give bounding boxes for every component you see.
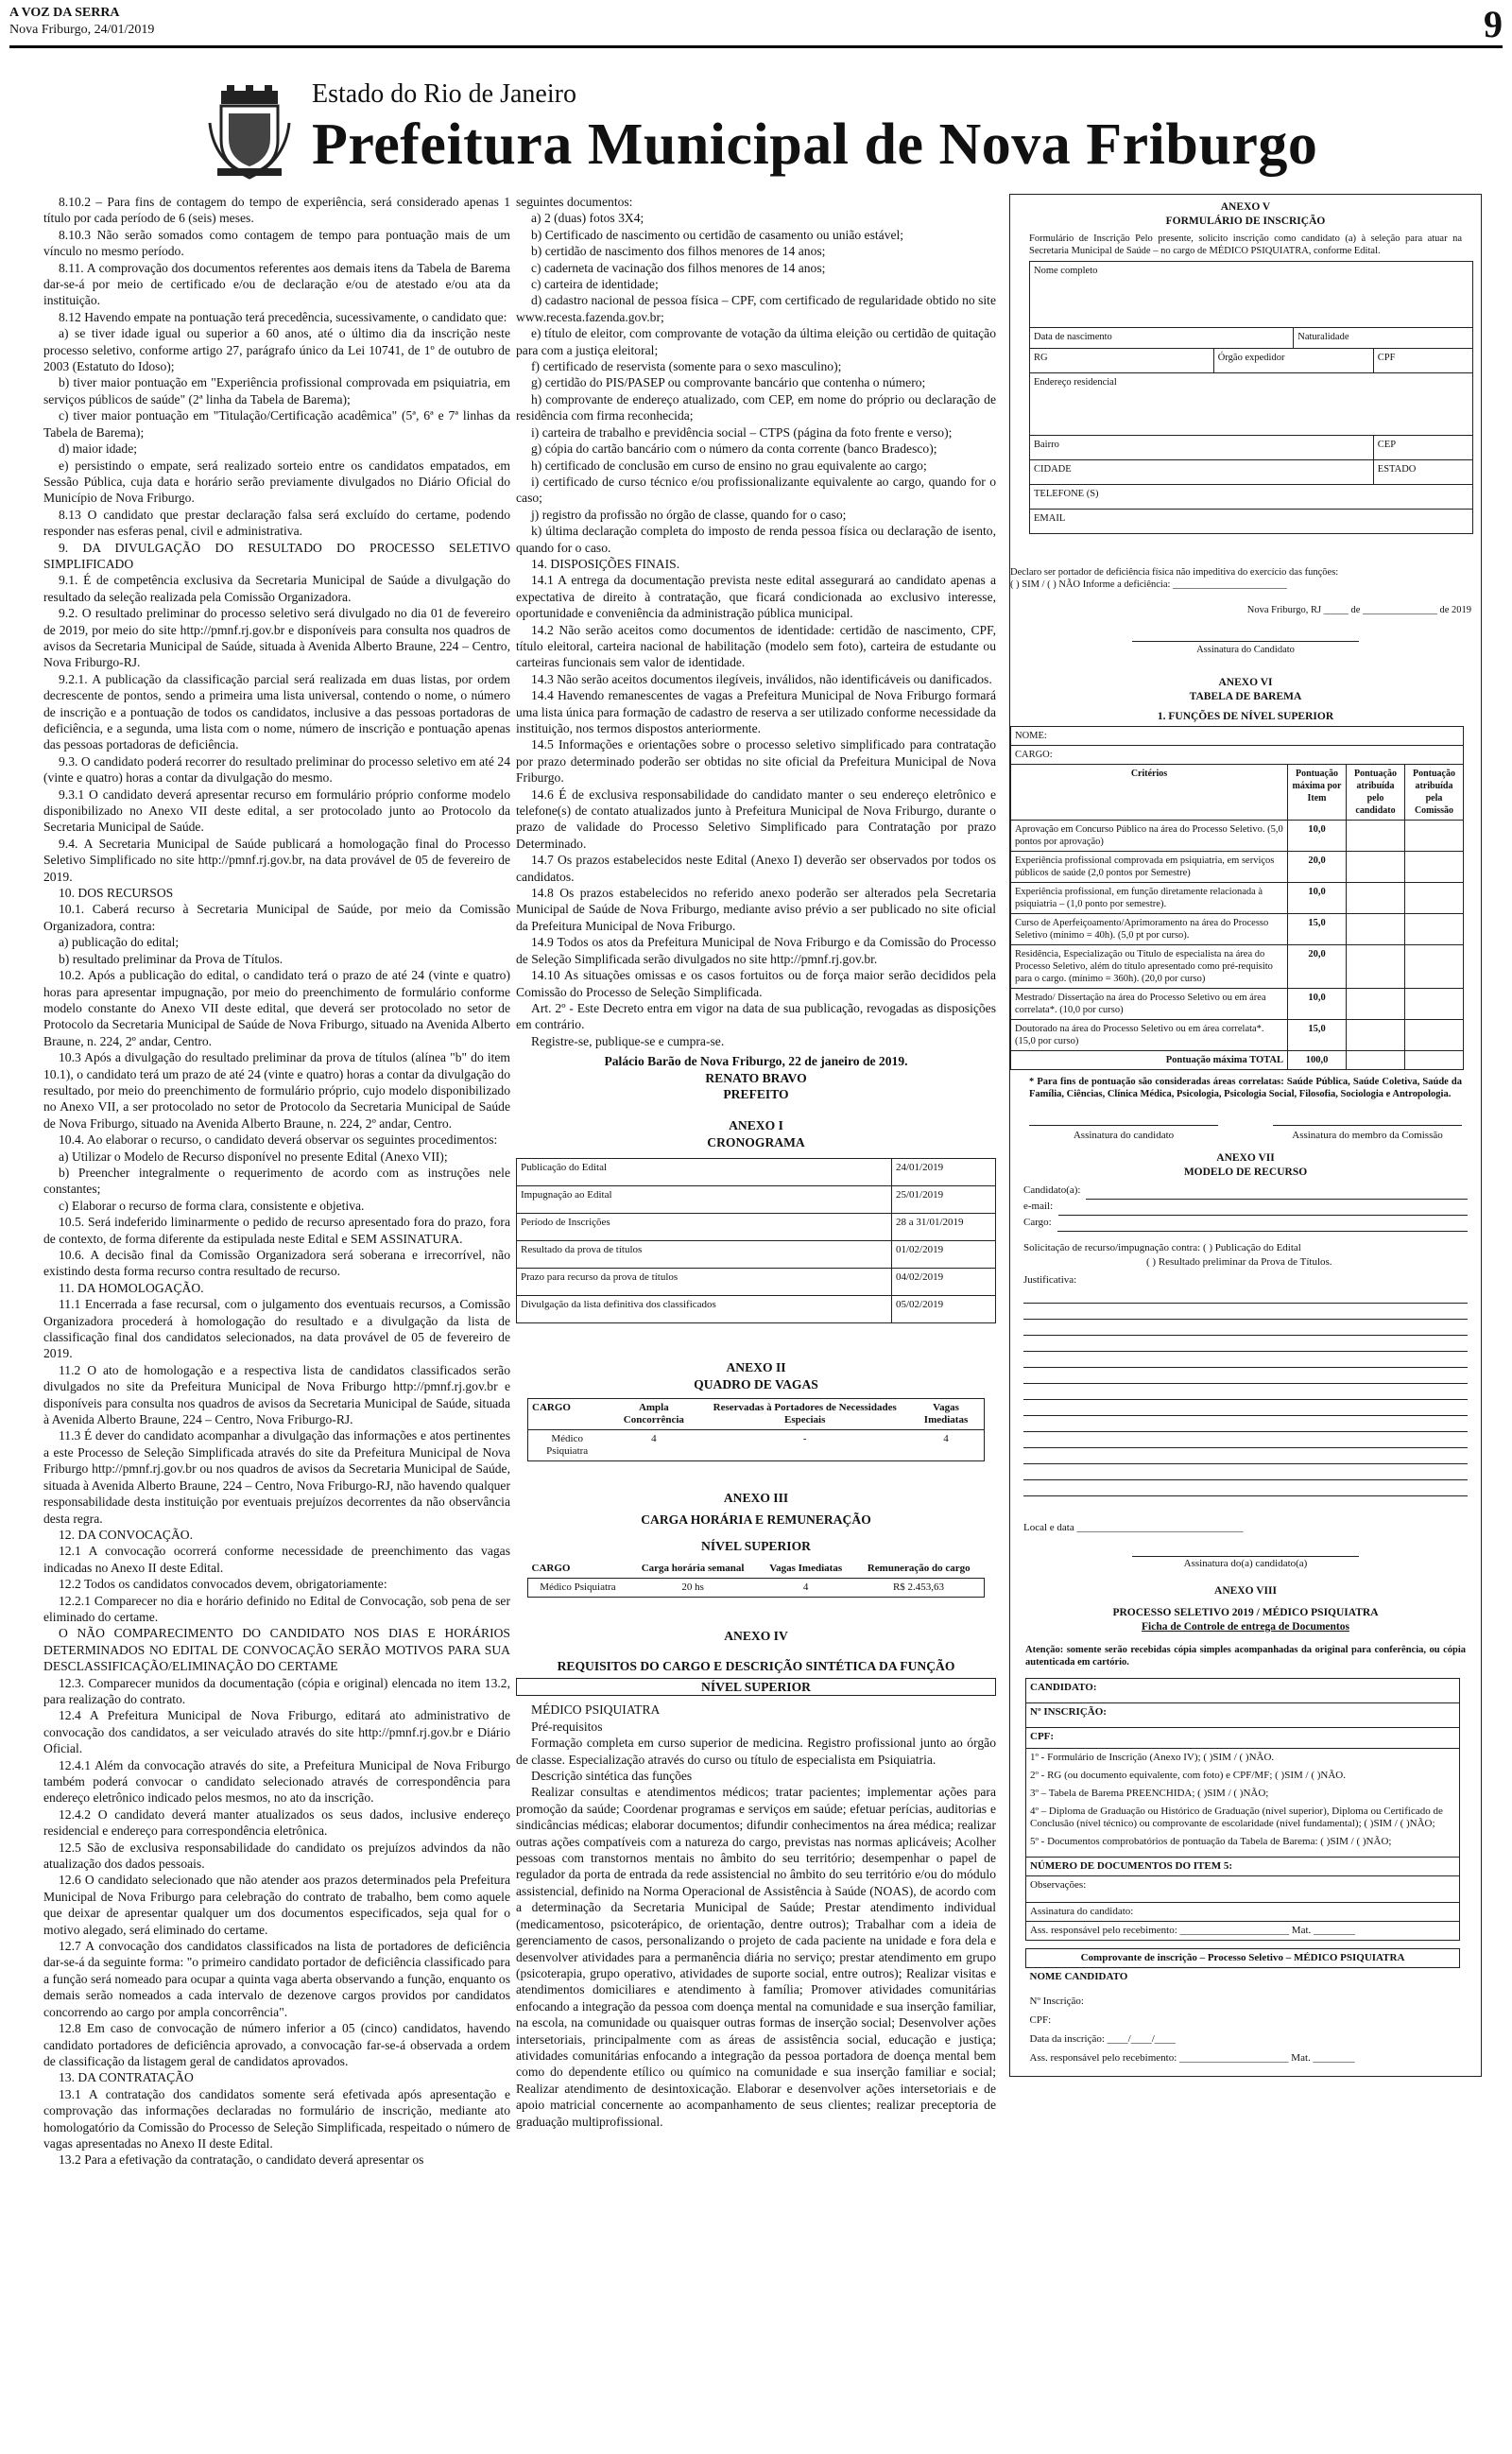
paragraph: 12.4.1 Além da convocação através do site, a Prefeitura Municipal de Nova Friburgo também poderá convocar o candidato selecionado através de correspondência para endereço eletrônico indicado pelos mesmos, no ato da inscrição. <box>43 1757 510 1806</box>
cronograma-row <box>517 1159 996 1186</box>
comprovante-title: Comprovante de inscrição – Processo Seletivo – MÉDICO PSIQUIATRA <box>1026 1949 1460 1968</box>
comprovante-cpf[interactable]: CPF: <box>1029 2013 1052 2026</box>
anexo3-subtitle: CARGA HORÁRIA E REMUNERAÇÃO <box>641 1512 871 1528</box>
field-telefone[interactable]: TELEFONE (S) <box>1030 485 1473 510</box>
field-bairro[interactable]: Bairro <box>1030 436 1374 460</box>
paragraph: e) persistindo o empate, será realizado sorteio entre os candidatos empatados, em Sessão Pública, cuja data e horário serão previamente divulgados no Diário Oficial do Município de Nova Friburgo. <box>43 458 510 506</box>
barema-criterio: Experiência profissional, em função diretamente relacionada à psiquiatria – (1,0 ponto por semestre). <box>1011 882 1288 913</box>
paragraph: 9.3.1 O candidato deverá apresentar recurso em formulário próprio conforme modelo disponibilizado no Anexo VII deste edital, a ser protocolado junto ao Protocolo da Secretaria Municipal de Saúde. <box>43 786 510 835</box>
carga-cell: Médico Psiquiatra <box>540 1581 616 1594</box>
ficha-item[interactable]: 1º - Formulário de Inscrição (Anexo IV); ( )SIM / ( )NÃO. <box>1030 1752 1275 1764</box>
paragraph: 9.4. A Secretaria Municipal de Saúde publicará a homologação final do Processo Seletivo Simplificado no site http://pmnf.rj.gov.br, na data provável de 05 de fevereiro de 2019. <box>43 836 510 884</box>
anexo4-prereq: Formação completa em curso superior de medicina. Registro profissional junto ao órgão de classe. Especialização através do curso ou título de especialista em Psiquiatria. <box>516 1736 996 1767</box>
anexo5-intro: Formulário de Inscrição Pelo presente, solicito inscrição como candidato (a) à seleção para atuar na Secretaria Municipal de Saúde – no cargo de MÉDICO PSIQUIATRA, conforme Edital. <box>1029 233 1462 256</box>
barema-header: Critérios <box>1011 764 1288 820</box>
recurso-candidato: Candidato(a): <box>1023 1184 1081 1197</box>
anexo1-title: ANEXO I <box>729 1118 783 1133</box>
barema-comissao-input[interactable] <box>1405 820 1464 851</box>
paragraph: 14.7 Os prazos estabelecidos neste Edital (Anexo I) deverão ser observados por todos os candidatos. <box>516 853 996 884</box>
paragraph: 13.2 Para a efetivação da contratação, o candidato deverá apresentar os <box>59 2152 424 2168</box>
recurso-form <box>1010 1180 1481 1575</box>
comprovante-nome[interactable]: NOME CANDIDATO <box>1029 1971 1128 1983</box>
paragraph: 11.2 O ato de homologação e a respectiva lista de candidatos classificados serão divulgados no site da Prefeitura Municipal de Nova Friburgo http://pmnf.rj.gov.br e disponíveis para consulta nos quadros de avisos da Secretaria Municipal de Saúde, situada à Avenida Alberto Braune, 224 – Centro, Nova Friburgo-RJ. <box>43 1362 510 1427</box>
vagas-header: Reservadas à Portadores de Necessidades Especiais <box>713 1401 897 1426</box>
field-email[interactable]: EMAIL <box>1030 510 1473 534</box>
barema-row <box>1011 913 1464 944</box>
barema-nome[interactable]: NOME: <box>1011 726 1464 745</box>
ficha-item[interactable]: 3º – Tabela de Barema PREENCHIDA; ( )SIM / ( )NÃO; <box>1030 1788 1269 1800</box>
column-2-text <box>516 194 996 1049</box>
comprovante-data[interactable]: Data da inscrição: ____/____/____ <box>1029 2032 1176 2045</box>
anexo8-title: ANEXO VIII <box>1214 1585 1277 1598</box>
cronograma-row <box>517 1269 996 1296</box>
justificativa-line[interactable] <box>1023 1320 1468 1336</box>
barema-total: 100,0 <box>1288 1050 1347 1069</box>
ficha-candidato[interactable]: CANDIDATO: <box>1026 1679 1460 1703</box>
paragraph: 12.3. Comparecer munidos da documentação (cópia e original) elencada no item 13.2, para realização do contrato. <box>43 1675 510 1706</box>
vagas-table <box>527 1398 985 1461</box>
cronograma-event: Período de Inscrições <box>517 1214 892 1241</box>
paragraph: 14.2 Não serão aceitos como documentos de identidade: certidão de nascimento, CPF, título eleitoral, carteira nacional de habilitação (modelo sem foto), carteira de estudante ou carteiras funcionais sem valor de identidade. <box>516 622 996 670</box>
justificativa-line[interactable] <box>1023 1352 1468 1368</box>
ficha-item[interactable]: 4º – Diploma de Graduação ou Histórico de Graduação (nível superior), Diploma ou Certificado de Conclusão (nível técnico) ou comprovante de escolaridade (nível fundamental); ( )SIM / ( )NÃO; <box>1030 1806 1443 1830</box>
top-divider <box>9 45 1503 48</box>
barema-comissao-input[interactable] <box>1405 944 1464 988</box>
recurso-email: e-mail: <box>1023 1201 1054 1213</box>
ficha-inscricao[interactable]: Nº INSCRIÇÃO: <box>1026 1703 1460 1728</box>
barema-max: 10,0 <box>1288 988 1347 1019</box>
field-cep[interactable]: CEP <box>1373 436 1472 460</box>
barema-max: 20,0 <box>1288 944 1347 988</box>
paragraph: d) cadastro nacional de pessoa física – CPF, com certificado de regularidade obtido no site www.recesta.fazenda.gov.br; <box>516 293 996 324</box>
masthead <box>9 3 1503 51</box>
barema-header: Pontuação atribuída pela Comissão <box>1405 764 1464 820</box>
field-nome[interactable]: Nome completo <box>1030 262 1473 328</box>
field-nascimento[interactable]: Data de nascimento <box>1030 328 1294 349</box>
carga-header: Vagas Imediatas <box>769 1563 843 1575</box>
paragraph: 8.13 O candidato que prestar declaração falsa será excluído do certame, podendo responder nas esferas penal, civil e administrativa. <box>43 507 510 539</box>
column-3 <box>1009 194 1482 2444</box>
cronograma-row <box>517 1296 996 1323</box>
paragraph: a) 2 (duas) fotos 3X4; <box>531 211 644 226</box>
carga-header: Remuneração do cargo <box>867 1563 971 1575</box>
paragraph: 9.2.1. A publicação da classificação parcial será realizada em duas listas, por ordem decrescente de pontos, sendo a primeira uma lista universal, contendo o nome, o número de inscrição e a pontuação de todos os candidatos, inclusive a das pessoas portadoras de deficiência, e a segunda, uma lista com o nome, número de inscrição e pontuação apenas das pessoas portadoras de deficiência. <box>43 671 510 752</box>
state-name: Estado do Rio de Janeiro <box>312 79 576 109</box>
paragraph: e) título de eleitor, com comprovante de votação da última eleição ou certidão de quitação para com a justiça eleitoral; <box>516 326 996 357</box>
cronograma-event: Prazo para recurso da prova de títulos <box>517 1269 892 1296</box>
cronograma-table <box>516 1158 996 1323</box>
paragraph: 12.6 O candidato selecionado que não atender aos prazos determinados pela Prefeitura Municipal de Nova Friburgo para celebração do contrato de trabalho, bem como aquele que deixar de apresentar qualquer um dos documentos especificados, seja qual for o motivo alegado, será eliminado do certame. <box>43 1873 510 1937</box>
pcd-options[interactable]: ( ) SIM / ( ) NÃO Informe a deficiência: _______________________ <box>1010 579 1287 590</box>
barema-candidato-input[interactable] <box>1347 820 1405 851</box>
paragraph: i) carteira de trabalho e previdência social – CTPS (página da foto frente e verso); <box>531 424 953 440</box>
vagas-cell: 4 <box>651 1432 657 1444</box>
paragraph: h) comprovante de endereço atualizado, com CEP, em nome do próprio ou declaração de residência com firma reconhecida; <box>516 391 996 423</box>
paragraph: 14.9 Todos os atos da Prefeitura Municipal de Nova Friburgo e da Comissão do Processo de Seleção Simplificada serão divulgados no site http://pmnf.rj.gov.br. <box>516 935 996 966</box>
paragraph: c) Elaborar o recurso de forma clara, consistente e objetiva. <box>59 1198 365 1213</box>
field-cidade[interactable]: CIDADE <box>1030 460 1374 485</box>
justificativa-line[interactable] <box>1023 1368 1468 1384</box>
barema-cargo[interactable]: CARGO: <box>1011 745 1464 764</box>
barema-header: Pontuação atribuída pelo candidato <box>1347 764 1405 820</box>
comprovante-insc[interactable]: Nº Inscrição: <box>1029 1995 1084 2007</box>
paragraph: 14.8 Os prazos estabelecidos no referido anexo poderão ser alterados pela Secretaria Municipal de Saúde de Nova Friburgo, mediante aviso prévio a ser publicado no site oficial da Prefeitura Municipal de Nova Friburgo. <box>516 886 996 933</box>
anexo5-assinatura: Assinatura do Candidato <box>1132 641 1359 658</box>
vagas-cell: 4 <box>943 1432 949 1444</box>
paragraph: f) certificado de reservista (somente para o sexo masculino); <box>531 359 842 374</box>
paragraph: 8.10.3 Não serão somados como contagem de tempo para pontuação mais de um vínculo no mesmo período. <box>43 227 510 259</box>
field-endereco[interactable]: Endereço residencial <box>1030 373 1473 436</box>
vagas-cell: - <box>802 1432 807 1444</box>
barema-candidato-input[interactable] <box>1347 913 1405 944</box>
anexo2-title: ANEXO II <box>726 1360 786 1375</box>
carga-header: CARGO <box>531 1563 571 1575</box>
carga-cell: R$ 2.453,63 <box>892 1581 945 1594</box>
paragraph: O NÃO COMPARECIMENTO DO CANDIDATO NOS DIAS E HORÁRIOS DETERMINADOS NO EDITAL DE CONVOCAÇÃO SERÃO MOTIVOS PARA SUA DESCLASSIFICAÇÃO/ELIMINAÇÃO DO CERTAME <box>43 1626 510 1674</box>
newspaper-name: A VOZ DA SERRA <box>9 6 120 20</box>
cronograma-event: Publicação do Edital <box>517 1159 892 1186</box>
barema-table <box>1010 726 1464 1070</box>
paragraph: 14.10 As situações omissas e os casos fortuitos ou de força maior serão decididos pela Comissão do Processo de Seleção Simplificada. <box>516 968 996 999</box>
paragraph: 10. DOS RECURSOS <box>59 886 174 901</box>
anexo4-subtitle: REQUISITOS DO CARGO E DESCRIÇÃO SINTÉTICA DA FUNÇÃO <box>557 1658 955 1673</box>
cronograma-date: 01/02/2019 <box>892 1241 996 1269</box>
paragraph: 12. DA CONVOCAÇÃO. <box>59 1527 193 1542</box>
paragraph: 14.4 Havendo remanescentes de vagas a Prefeitura Municipal de Nova Friburgo formará uma lista única para formação de cadastro de reserva a ser utilizado conforme necessidade da instituição, nos termos dispostos anteriormente. <box>516 688 996 735</box>
cronograma-date: 24/01/2019 <box>892 1159 996 1186</box>
sig-comissao: Assinatura do membro da Comissão <box>1273 1125 1462 1144</box>
barema-row <box>1011 988 1464 1019</box>
paragraph: 10.1. Caberá recurso à Secretaria Municipal de Saúde, por meio da Comissão Organizadora, contra: <box>43 902 510 933</box>
vagas-cell: Médico Psiquiatra <box>546 1432 589 1457</box>
ficha-table <box>1025 1678 1460 1941</box>
document-header <box>217 74 1446 187</box>
recurso-email-input[interactable] <box>1058 1200 1468 1216</box>
paragraph: 8.10.2 – Para fins de contagem do tempo de experiência, será considerado apenas 1 título por cada período de 6 (seis) meses. <box>43 195 510 226</box>
paragraph: 12.4 A Prefeitura Municipal de Nova Friburgo, editará ato administrativo de convocação dos candidatos, a ser veiculado através do site http://pmnf.rj.gov.br e Diário Oficial. <box>43 1708 510 1756</box>
barema-total-label: Pontuação máxima TOTAL <box>1011 1050 1288 1069</box>
barema-criterio: Mestrado/ Dissertação na área do Processo Seletivo ou em área correlata*. (10,0 por curso) <box>1011 988 1288 1019</box>
vagas-header: Ampla Concorrência <box>623 1401 684 1426</box>
anexo4-title: ANEXO IV <box>724 1629 788 1644</box>
barema-max: 10,0 <box>1288 820 1347 851</box>
ficha-num-docs[interactable]: NÚMERO DE DOCUMENTOS DO ITEM 5: <box>1026 1858 1460 1876</box>
cronograma-event: Impugnação ao Edital <box>517 1186 892 1214</box>
cronograma-row <box>517 1186 996 1214</box>
paragraph: Art. 2º - Este Decreto entra em vigor na data de sua publicação, revogadas as disposições em contrário. <box>516 1000 996 1032</box>
cronograma-date: 04/02/2019 <box>892 1269 996 1296</box>
paragraph: 9.1. É de competência exclusiva da Secretaria Municipal de Saúde a divulgação do resultado da seleção realizada pela Comissão Organizadora. <box>43 573 510 604</box>
barema-criterio: Aprovação em Concurso Público na área do Processo Seletivo. (5,0 pontos por aprovação) <box>1011 820 1288 851</box>
cronograma-date: 05/02/2019 <box>892 1296 996 1323</box>
barema-candidato-input[interactable] <box>1347 882 1405 913</box>
paragraph: 12.7 A convocação dos candidatos classificados na lista de portadores de deficiência dar-se-á da seguinte forma: "o primeiro candidato portador de deficiência classificado para a função será nomeado para ocupar a quinta vaga aberta observando a função, enquanto os demais serão nomeados a cada intervalo de dezenove cargos providos por candidatos concorrendo ao cargo por ampla concorrência". <box>43 1939 510 2019</box>
barema-row <box>1011 944 1464 988</box>
paragraph: b) resultado preliminar da Prova de Títulos. <box>59 951 284 966</box>
paragraph: 10.5. Será indeferido liminarmente o pedido de recurso apresentado fora do prazo, fora de contexto, de forma diferente da estipulada neste Edital e SEM ASSINATURA. <box>43 1215 510 1246</box>
inscricao-form <box>1029 261 1473 534</box>
paragraph: 12.2 Todos os candidatos convocados devem, obrigatoriamente: <box>59 1577 387 1592</box>
barema-row <box>1011 851 1464 882</box>
paragraph: 8.11. A comprovação dos documentos referentes aos demais itens da Tabela de Barema dar-se-á por meio de certificado e/ou de declaração e/ou de atestado e/ou ata da instituição. <box>43 260 510 308</box>
barema-comissao-input[interactable] <box>1405 988 1464 1019</box>
paragraph: Registre-se, publique-se e cumpra-se. <box>531 1033 725 1048</box>
paragraph: a) Utilizar o Modelo de Recurso disponível no presente Edital (Anexo VII); <box>59 1149 448 1164</box>
justificativa-line[interactable] <box>1023 1432 1468 1448</box>
anexo3-level: NÍVEL SUPERIOR <box>701 1538 811 1553</box>
anexo2-subtitle: QUADRO DE VAGAS <box>694 1376 818 1391</box>
paragraph: 9. DA DIVULGAÇÃO DO RESULTADO DO PROCESSO SELETIVO SIMPLIFICADO <box>43 540 510 571</box>
signature-title: PREFEITO <box>723 1086 789 1101</box>
recurso-justificativa: Justificativa: <box>1023 1274 1077 1287</box>
paragraph: c) caderneta de vacinação dos filhos menores de 14 anos; <box>531 260 826 275</box>
ficha-assin-cand[interactable]: Assinatura do candidato: <box>1026 1903 1460 1922</box>
paragraph: 12.8 Em caso de convocação de número inferior a 05 (cinco) candidatos, havendo candidato portadores de deficiência aprovado, a convocação far-se-á observada a ordem de classificação da listagem geral de candidatos aprovados. <box>43 2021 510 2068</box>
anexo8-atencao: Atenção: somente serão recebidas cópia simples acompanhadas da original para conferência, ou cópia autenticada em cartório. <box>1025 1645 1466 1668</box>
paragraph: 13.1 A contratação dos candidatos somente será efetivada após apresentação e comprovação das informações declaradas no formulário de inscrição, mediante ato homologatório da Comissão do Processo de Seleção Simplificada, respeitado o número de vagas apresentadas no Anexo II deste Edital. <box>43 2086 510 2151</box>
anexo6-subtitle: TABELA DE BAREMA <box>1189 690 1302 702</box>
barema-criterio: Curso de Aperfeiçoamento/Aprimoramento na área do Processo Seletivo (mínimo = 40h). (5,0 pt por curso). <box>1011 913 1288 944</box>
barema-criterio: Residência, Especialização ou Título de especialista na área do Processo Seletivo, além do título apresentado como pré-requisito para o cargo. (mínimo = 360h). (20,0 por curso) <box>1011 944 1288 988</box>
anexo4-desc: Realizar consultas e atendimentos médicos; tratar pacientes; implementar ações para promoção da saúde; Coordenar programas e serviços em saúde; efetuar perícias, auditorias e sindicâncias médicas; elaborar documentos; difundir conhecimentos na área médica; realizar outras ações compatíveis com a natureza do cargo, previstas nas normas aplicáveis; Acolher pessoas com transtornos mentais no âmbito do seu território; desempenhar o papel de regulador da porta de entrada da rede assistencial no âmbito do seu território e/ou do módulo assistencial, definido na Norma Operacional de Assistência à Saúde (NOAS), de acordo com a determinação da Secretaria Municipal de Saúde; Prestar atendimento individual (medicamentoso, psicoterápico, de orientação, dentre outros); Trabalhar com a ideia de gerenciamento de casos, personalizando o projeto de cada paciente na unidade e fora dela e desenvolver atividades para a permanência diária no serviço; prestar atendimento em grupo (psicoterapia, grupo operativo, atividades de suporte social, entre outros); Realizar visitas e atendimentos domiciliares e atendimento à família; Promover atividades comunitárias enfocando a integração da pessoa com doença mental na comunidade e sua inserção familiar, na escola, na comunidade ou quaisquer outras formas de inserção social; Desenvolver ações intersetoriais, principalmente com as áreas de assistência social, educação e justiça; atividades comunitárias enfocando a integração da pessoa portadora de doença mental bem como do dependente etílico ou químico na comunidade e sua inserção familiar e social; Realizar atendimento de desintoxicação. Elaborar e desenvolver ações intersetoriais e de apoio matricial concernente ao acompanhamento de seus clientes; realizar preceptoria de graduação multiprofissional. <box>516 1785 996 2129</box>
paragraph: a) publicação do edital; <box>59 935 180 950</box>
paragraph: 9.3. O candidato poderá recorrer do resultado preliminar do processo seletivo em até 24 (vinte e quatro) horas a contar da divulgação do mesmo. <box>43 753 510 786</box>
barema-header: Pontuação máxima por Item <box>1288 764 1347 820</box>
field-naturalidade[interactable]: Naturalidade <box>1294 328 1473 349</box>
barema-candidato-input[interactable] <box>1347 944 1405 988</box>
barema-row <box>1011 882 1464 913</box>
paragraph: 14. DISPOSIÇÕES FINAIS. <box>531 556 680 571</box>
barema-row <box>1011 820 1464 851</box>
justificativa-line[interactable] <box>1023 1287 1468 1304</box>
recurso-candidato-row <box>1023 1184 1468 1200</box>
cronograma-date: 28 a 31/01/2019 <box>892 1214 996 1241</box>
paragraph: 13. DA CONTRATAÇÃO <box>59 2070 194 2085</box>
ficha-obs[interactable]: Observações: <box>1026 1876 1460 1903</box>
field-rg[interactable]: RG <box>1030 349 1214 373</box>
recurso-candidato-input[interactable] <box>1086 1184 1468 1200</box>
paragraph: 9.2. O resultado preliminar do processo seletivo será divulgado no dia 01 de fevereiro de 2019, por meio do site http://pmnf.rj.gov.br e disponíveis para consulta nos quadros de avisos da Secretaria Municipal de Saúde, situada à Avenida Alberto Braune, 224 – Centro, Nova Friburgo-RJ. <box>43 606 510 670</box>
field-estado[interactable]: ESTADO <box>1373 460 1472 485</box>
prefeitura-name: Prefeitura Municipal de Nova Friburgo <box>312 112 1318 177</box>
recurso-cargo: Cargo: <box>1023 1217 1052 1229</box>
paragraph: 14.5 Informações e orientações sobre o processo seletivo simplificado para contratação por prazo determinado poderão ser obtidas no site oficial da Prefeitura Municipal de Nova Friburgo. <box>516 737 996 786</box>
paragraph: b) certidão de nascimento dos filhos menores de 14 anos; <box>531 244 826 259</box>
justificativa-line[interactable] <box>1023 1304 1468 1320</box>
cronograma-row <box>517 1241 996 1269</box>
anexo6-title: ANEXO VI <box>1218 676 1273 688</box>
paragraph: b) Certificado de nascimento ou certidão de casamento ou união estável; <box>531 227 904 242</box>
carga-table <box>527 1560 985 1598</box>
barema-criterio: Experiência profissional comprovada em psiquiatria, em serviços públicos de saúde (2,0 pontos por Semestre) <box>1011 851 1288 882</box>
pcd-declaration: Declaro ser portador de deficiência física não impeditiva do exercício das funções: <box>1010 567 1339 578</box>
anexo4-prereq-label: Pré-requisitos <box>531 1719 603 1734</box>
paragraph: g) cópia do cartão bancário com o número da conta corrente (banco Bradesco); <box>531 441 937 457</box>
paragraph: b) Preencher integralmente o requerimento de acordo com as instruções nele constantes; <box>43 1165 510 1197</box>
paragraph: 10.2. Após a publicação do edital, o candidato terá o prazo de até 24 (vinte e quatro) horas para apresentar impugnação, por meio do preenchimento de formulário conforme modelo constante do Anexo VII deste edital, que deverá ser protocolado no setor de Protocolo da Secretaria Municipal de Saúde de Nova Friburgo, situado na Avenida Alberto Braune, n. 224, 2º andar, Centro. <box>43 968 510 1048</box>
vagas-header: CARGO <box>532 1401 571 1413</box>
paragraph: 12.1 A convocação ocorrerá conforme necessidade de preenchimento das vagas indicadas no Anexo II deste Edital. <box>43 1544 510 1575</box>
recurso-email-row <box>1023 1200 1468 1216</box>
barema-max: 15,0 <box>1288 1019 1347 1050</box>
field-cpf[interactable]: CPF <box>1373 349 1472 373</box>
column-1 <box>43 194 510 2444</box>
coat-of-arms-icon <box>208 85 291 180</box>
paragraph: seguintes documentos: <box>516 195 633 209</box>
anexo7-subtitle: MODELO DE RECURSO <box>1183 1167 1308 1179</box>
paragraph: i) certificado de curso técnico e/ou profissionalizante equivalente ao cargo, quando for o caso; <box>516 474 996 506</box>
anexo4-cargo: MÉDICO PSIQUIATRA <box>531 1702 661 1718</box>
ficha-item[interactable]: 5º - Documentos comprobatórios de pontuação da Tabela de Barema: ( )SIM / ( )NÃO; <box>1030 1836 1392 1848</box>
paragraph: 10.3 Após a divulgação do resultado preliminar da prova de títulos (alínea "b" do item 10.1), o candidato terá um prazo de até 24 (vinte e quatro) horas a contar da divulgação do resultado, por meio do preenchimento de formulário próprio, cujo modelo disponibilizado no Anexo VII, a ser protocolado no setor de Protocolo da Secretaria Municipal de Saúde de Nova Friburgo, situado na Avenida Alberto Braune, n. 224, 2º andar, Centro. <box>43 1050 510 1131</box>
justificativa-line[interactable] <box>1023 1480 1468 1496</box>
comprovante-table <box>1025 1948 1460 2068</box>
barema-comissao-input[interactable] <box>1405 851 1464 882</box>
paragraph: 12.2.1 Comparecer no dia e horário definido no Edital de Convocação, sob pena de ser eliminado do certame. <box>43 1593 510 1624</box>
barema-max: 15,0 <box>1288 913 1347 944</box>
barema-max: 10,0 <box>1288 882 1347 913</box>
paragraph: g) certidão do PIS/PASEP ou comprovante bancário que contenha o número; <box>531 375 926 390</box>
signature-name: RENATO BRAVO <box>705 1070 807 1085</box>
cronograma-date: 25/01/2019 <box>892 1186 996 1214</box>
recurso-solicitacao[interactable]: Solicitação de recurso/impugnação contra: ( ) Publicação do Edital <box>1023 1242 1301 1254</box>
paragraph: 8.12 Havendo empate na pontuação terá precedência, sucessivamente, o candidato que: <box>59 309 507 324</box>
justificativa-line[interactable] <box>1023 1416 1468 1432</box>
paragraph: 11. DA HOMOLOGAÇÃO. <box>59 1280 204 1295</box>
barema-note: * Para fins de pontuação são consideradas áreas correlatas: Saúde Pública, Saúde Coletiva, Saúde da Família, Ciências, Clínica Médica, Psicologia, Psicologia Social, Filosofia, Sociologia e Antropologia. <box>1029 1076 1462 1099</box>
paragraph: 11.3 É dever do candidato acompanhar a divulgação das informações e atos pertinentes a este Processo de Seleção Simplificada através do site da Prefeitura Municipal de Nova Friburgo http://pmnf.rj.gov.br ou nos quadros de avisos da Secretaria Municipal de Saúde, situada à Avenida Alberto Braune, 224 – Centro, Nova Friburgo-RJ, não havendo qualquer responsabilidade desta instituição por eventuais prejuízos decorrentes da não observância desta regra. <box>43 1428 510 1526</box>
barema-candidato-input[interactable] <box>1347 988 1405 1019</box>
recurso-cargo-row <box>1023 1216 1468 1232</box>
barema-candidato-input[interactable] <box>1347 851 1405 882</box>
cronograma-event: Divulgação da lista definitiva dos classificados <box>517 1296 892 1323</box>
anexo4-desc-label: Descrição sintética das funções <box>531 1769 693 1784</box>
paragraph: 14.1 A entrega da documentação prevista neste edital assegurará ao candidato apenas a expectativa de direito à contratação, que ficará condicionada ao exclusivo interesse, oportunidade e conveniência da administração pública municipal. <box>516 573 996 621</box>
paragraph: 10.6. A decisão final da Comissão Organizadora será soberana e irrecorrível, não existindo desta forma recurso contra resultado de recurso. <box>43 1248 510 1279</box>
carga-header: Carga horária semanal <box>641 1563 745 1575</box>
paragraph: 10.4. Ao elaborar o recurso, o candidato deverá observar os seguintes procedimentos: <box>59 1132 498 1148</box>
recurso-local-data: Local e data ________________________________ <box>1023 1522 1244 1534</box>
paragraph: 11.1 Encerrada a fase recursal, com o julgamento dos eventuais recursos, a Comissão Organizadora procederá à homologação do resultado e a divulgação da lista de classificação final dos candidatos selecionados, na data provável de 05 de fevereiro de 2019. <box>43 1297 510 1361</box>
paragraph: 12.5 São de exclusiva responsabilidade do candidato os prejuízos advindos da não atualização dos dados pessoais. <box>43 1840 510 1872</box>
signature-place-date: Palácio Barão de Nova Friburgo, 22 de janeiro de 2019. <box>604 1054 908 1069</box>
anexo5-subtitle: FORMULÁRIO DE INSCRIÇÃO <box>1165 216 1326 227</box>
barema-comissao-input[interactable] <box>1405 1019 1464 1050</box>
paragraph: b) tiver maior pontuação em "Experiência profissional comprovada em psiquiatria, em serviços públicos de saúde" (2ª linha da Tabela de Barema); <box>43 375 510 406</box>
justificativa-line[interactable] <box>1023 1448 1468 1464</box>
anexo3-title: ANEXO III <box>723 1490 789 1505</box>
anexo8-subtitle: PROCESSO SELETIVO 2019 / MÉDICO PSIQUIATRA <box>1112 1607 1379 1619</box>
ficha-items[interactable] <box>1026 1749 1460 1858</box>
carga-cell: 4 <box>802 1581 809 1594</box>
recurso-assinatura: Assinatura do(a) candidato(a) <box>1132 1556 1359 1571</box>
barema-row <box>1011 1019 1464 1050</box>
barema-criterio: Doutorado na área do Processo Seletivo ou em área correlata*. (15,0 por curso) <box>1011 1019 1288 1050</box>
barema-max: 20,0 <box>1288 851 1347 882</box>
recurso-solicitacao-2[interactable]: ( ) Resultado preliminar da Prova de Títulos. <box>1146 1256 1332 1269</box>
ficha-cpf[interactable]: CPF: <box>1026 1728 1460 1749</box>
paragraph: c) carteira de identidade; <box>531 277 659 292</box>
barema-signatures <box>1010 1125 1481 1144</box>
column-2 <box>516 194 996 2444</box>
justificativa-line[interactable] <box>1023 1464 1468 1480</box>
anexo5-box <box>1009 194 1482 2077</box>
anexo5-title: ANEXO V <box>1220 201 1271 213</box>
barema-comissao-input[interactable] <box>1405 882 1464 913</box>
paragraph: 12.4.2 O candidato deverá manter atualizados os seus dados, inclusive endereço residencial e endereço para correspondência eletrônica. <box>43 1806 510 1839</box>
justificativa-lines[interactable] <box>1023 1287 1468 1496</box>
paragraph: 14.6 É de exclusiva responsabilidade do candidato manter o seu endereço eletrônico e telefone(s) de contato atualizados junto à Prefeitura Municipal de Nova Friburgo, durante o prazo de validade do Processo Seletivo Simplificado para Contratação por prazo Determinado. <box>516 786 996 851</box>
anexo4-level: NÍVEL SUPERIOR <box>516 1678 996 1696</box>
anexo5-local-data: Nova Friburgo, RJ _____ de _______________ de 2019 <box>1246 605 1471 615</box>
paragraph: a) se tiver idade igual ou superior a 60 anos, até o último dia da inscrição neste processo seletivo, conforme artigo 27, parágrafo único da Lei 10741, de 1º de outubro de 2003 (Estatuto do Idoso); <box>43 326 510 374</box>
sig-candidato: Assinatura do candidato <box>1029 1125 1218 1144</box>
barema-candidato-input[interactable] <box>1347 1019 1405 1050</box>
anexo7-title: ANEXO VII <box>1216 1152 1275 1165</box>
recurso-cargo-input[interactable] <box>1057 1216 1468 1232</box>
anexo1-subtitle: CRONOGRAMA <box>707 1134 805 1149</box>
ficha-assin-resp[interactable]: Ass. responsável pelo recebimento: _____________________ Mat. ________ <box>1026 1922 1460 1941</box>
justificativa-line[interactable] <box>1023 1400 1468 1416</box>
anexo8-subtitle2: Ficha de Controle de entrega de Documentos <box>1142 1621 1349 1633</box>
barema-comissao-input[interactable] <box>1405 913 1464 944</box>
paragraph: 14.3 Não serão aceitos documentos ilegíveis, inválidos, não identificáveis ou danificados. <box>531 671 992 686</box>
field-orgao[interactable]: Órgão expedidor <box>1213 349 1373 373</box>
justificativa-line[interactable] <box>1023 1336 1468 1352</box>
comprovante-ass[interactable]: Ass. responsável pelo recebimento: _____________________ Mat. ________ <box>1029 2051 1355 2064</box>
cronograma-row <box>517 1214 996 1241</box>
cronograma-event: Resultado da prova de títulos <box>517 1241 892 1269</box>
newspaper-date: Nova Friburgo, 24/01/2019 <box>9 23 155 37</box>
paragraph: j) registro da profissão no órgão de classe, quando for o caso; <box>531 507 847 522</box>
anexo6-section: 1. FUNÇÕES DE NÍVEL SUPERIOR <box>1157 710 1334 722</box>
carga-cell: 20 hs <box>681 1581 704 1594</box>
paragraph: h) certificado de conclusão em curso de ensino no grau equivalente ao cargo; <box>531 458 927 473</box>
paragraph: c) tiver maior pontuação em "Titulação/Certificação acadêmica" (5ª, 6ª e 7ª linhas da Tabela de Barema); <box>43 408 510 440</box>
paragraph: d) maior idade; <box>59 441 138 457</box>
paragraph: k) última declaração completa do imposto de renda pessoa física ou declaração de isento, quando for o caso. <box>516 524 996 555</box>
justificativa-line[interactable] <box>1023 1384 1468 1400</box>
ficha-item[interactable]: 2º - RG (ou documento equivalente, com foto) e CPF/MF; ( )SIM / ( )NÃO. <box>1030 1770 1346 1782</box>
page-number: 9 <box>1484 3 1503 45</box>
vagas-header: Vagas Imediatas <box>923 1401 969 1426</box>
